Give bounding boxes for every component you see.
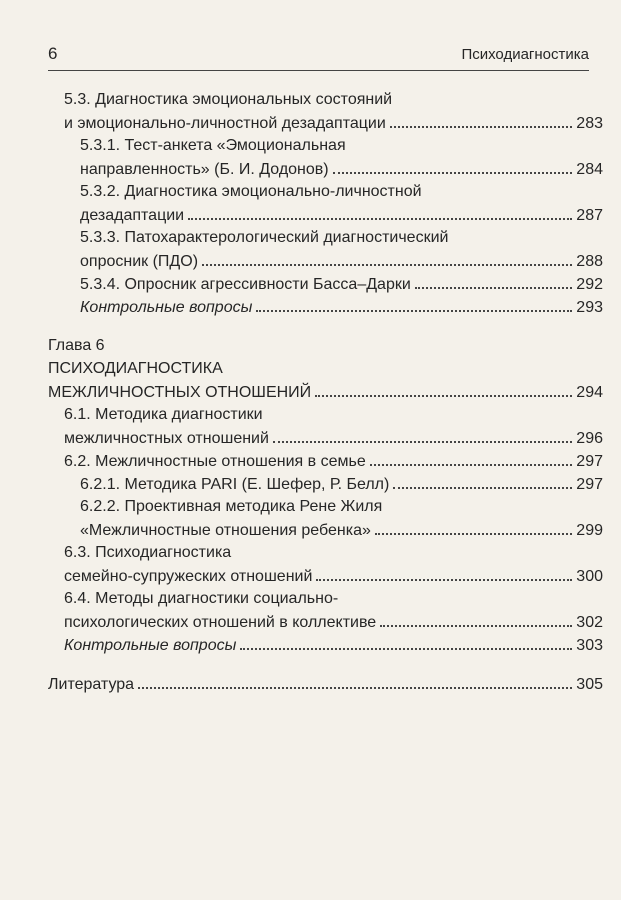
toc-entry-title: 5.3.4. Опросник агрессивности Басса–Дарки [80,276,411,293]
toc-entry-5-3-1-line1: 5.3.1. Тест-анкета «Эмоциональная [80,137,346,154]
toc-entry-6-2-2 [48,518,603,541]
toc-page-number: 287 [576,207,603,224]
chapter-label: Глава 6 [48,337,105,354]
dot-leader [370,449,573,466]
toc-entry-5-3-line1: 5.3. Диагностика эмоциональных состояний [64,91,393,108]
toc-entry-5-3-1 [48,157,603,180]
chapter-title-line1: ПСИХОДИАГНОСТИКА [48,360,223,377]
toc-entry-title: Литература [48,676,135,693]
toc-entry-6-4 [48,610,603,633]
toc-entry-chapter-6 [48,380,603,403]
toc-entry-6-2 [48,449,603,472]
dot-leader [390,111,572,128]
dot-leader [256,295,572,312]
toc-entry-title: межличностных отношений [64,430,269,447]
toc-entry-title: опросник (ПДО) [80,253,199,270]
toc-entry-6-2-2-line1: 6.2.2. Проективная методика Рене Жиля [80,498,383,515]
toc-entry-6-1 [48,426,603,449]
toc-entry-6-2-1 [48,472,603,495]
toc-page-number: 305 [576,676,603,693]
dot-leader [202,249,572,266]
toc-entry-title: 6.2. Межличностные отношения в семье [64,453,366,470]
dot-leader [333,157,573,174]
toc-entry-6-3-line1: 6.3. Психодиагностика [64,544,232,561]
toc-entry-5-3-2 [48,203,603,226]
running-title: Психодиагностика [461,46,589,63]
toc-entry-title: «Межличностные отношения ребенка» [80,522,371,539]
dot-leader [393,472,572,489]
toc-page-number: 303 [576,637,603,654]
toc-entry-title: семейно-супружеских отношений [64,568,313,585]
toc-entry-title: Контрольные вопросы [64,637,237,654]
toc-entry-5-3-3-line1: 5.3.3. Патохарактерологический диагностический [80,229,449,246]
dot-leader [375,518,572,535]
page-header [48,44,589,66]
toc-entry-literature [48,672,603,695]
toc-entry-6-3 [48,564,603,587]
dot-leader [315,380,572,397]
dot-leader [316,564,572,581]
dot-leader [380,610,572,627]
dot-leader [240,633,572,650]
page-number: 6 [48,44,58,63]
toc-page-number: 302 [576,614,603,631]
toc-entry-title: и эмоционально-личностной дезадаптации [64,115,386,132]
toc-entry-6-4-line1: 6.4. Методы диагностики социально- [64,590,339,607]
toc-page-number: 300 [576,568,603,585]
dot-leader [415,272,573,289]
toc-page-number: 284 [576,161,603,178]
toc-entry-title: психологических отношений в коллективе [64,614,377,631]
table-of-contents [48,88,603,695]
toc-entry-title: направленность» (Б. И. Додонов) [80,161,329,178]
toc-page-number: 283 [576,115,603,132]
toc-entry-6-1-line1: 6.1. Методика диагностики [64,406,263,423]
dot-leader [138,672,572,689]
header-rule [48,70,589,71]
toc-entry-5-3 [48,111,603,134]
toc-entry-review-questions-5 [48,295,603,318]
toc-entry-review-questions-6 [48,633,603,656]
toc-page-number: 296 [576,430,603,447]
toc-entry-title: Контрольные вопросы [80,299,253,316]
toc-page-number: 299 [576,522,603,539]
toc-entry-title: 6.2.1. Методика PARI (Е. Шефер, Р. Белл) [80,476,390,493]
toc-page-number: 292 [576,276,603,293]
toc-entry-title: дезадаптации [80,207,185,224]
toc-page-number: 294 [576,384,603,401]
dot-leader [188,203,572,220]
toc-entry-5-3-2-line1: 5.3.2. Диагностика эмоционально-личностной [80,183,422,200]
dot-leader [273,426,572,443]
toc-entry-5-3-3 [48,249,603,272]
toc-entry-5-3-4 [48,272,603,295]
toc-page-number: 297 [576,476,603,493]
toc-page-number: 288 [576,253,603,270]
toc-page-number: 297 [576,453,603,470]
chapter-title-line2: МЕЖЛИЧНОСТНЫХ ОТНОШЕНИЙ [48,384,312,401]
toc-page-number: 293 [576,299,603,316]
